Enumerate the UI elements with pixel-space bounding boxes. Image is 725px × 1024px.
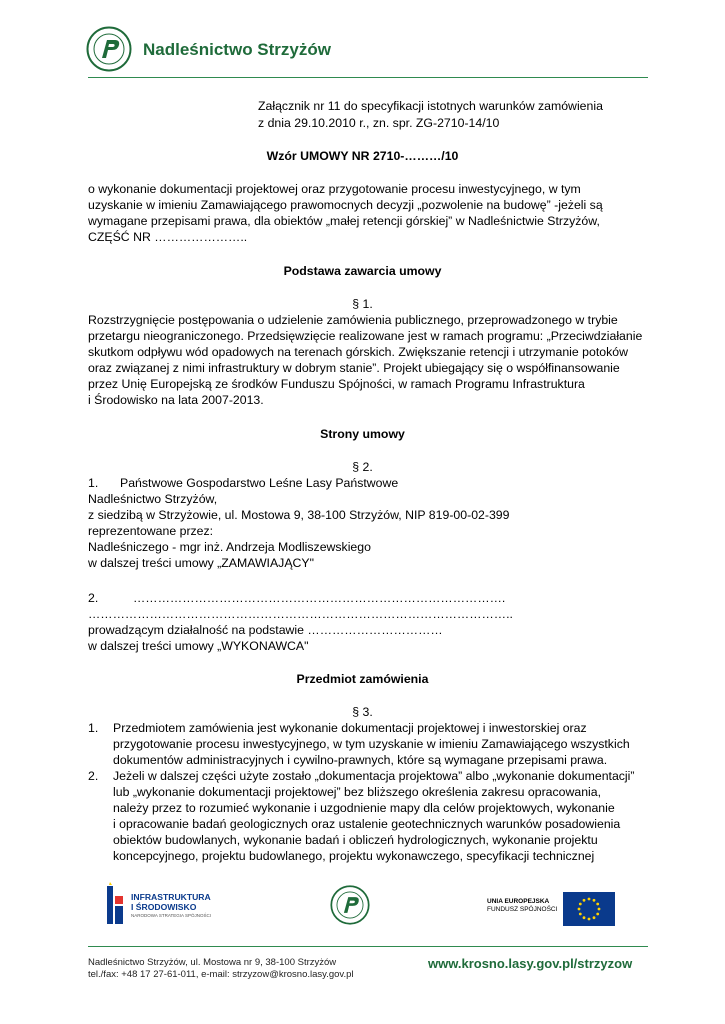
infrastruktura-logo: [105, 882, 225, 928]
party-2-name-placeholder: ……………………………………………………………………………….: [133, 591, 506, 605]
header-logo: [86, 26, 132, 72]
infra-label-line1: INFRASTRUKTURA: [131, 892, 211, 902]
party-1-line: reprezentowane przez:: [88, 524, 214, 538]
party-2-line: …………………………………………………………………………………………..: [88, 607, 513, 621]
lasy-panstwowe-small-logo-icon: [330, 885, 370, 925]
paragraph-mark-2: § 2.: [352, 460, 373, 474]
intro-line: uzyskanie w imieniu Zamawiającego prawomocnych decyzji „pozwolenie na budowę” -jeżeli są: [88, 198, 603, 212]
subject-item-1-line: dokumentów administracyjnych i cywilno-prawnych, które są wymagane przepisami prawa.: [113, 753, 608, 767]
subject-item-2-line: lub „wykonanie dokumentacji projektowej” bez bliższego określenia zakresu opracowania,: [113, 785, 602, 799]
party-1-number: 1.: [88, 476, 99, 490]
footer-contact: tel./fax: +48 17 27-61-011, e-mail: strzyzow@krosno.lasy.gov.pl: [88, 969, 354, 980]
paragraph-mark-3: § 3.: [352, 705, 373, 719]
basis-line: i Środowisko na lata 2007-2013.: [88, 393, 264, 407]
attachment-line-1: Załącznik nr 11 do specyfikacji istotnych warunków zamówienia: [258, 99, 603, 113]
party-1-line: z siedzibą w Strzyżowie, ul. Mostowa 9, 38-100 Strzyżów, NIP 819-00-02-399: [88, 508, 510, 522]
subject-item-2-number: 2.: [88, 769, 99, 783]
footer-divider: [88, 946, 648, 947]
party-1-name: Państwowe Gospodarstwo Leśne Lasy Państwowe: [120, 476, 399, 490]
infra-label-line3: NARODOWA STRATEGIA SPÓJNOŚCI: [131, 913, 212, 918]
party-1-line: w dalszej treści umowy „ZAMAWIAJĄCY": [88, 556, 314, 570]
subject-item-2-line: należy przez to rozumieć wykonanie i uzgodnienie mapy dla celów projektowych, wykonanie: [113, 801, 615, 815]
basis-line: skutkom odpływu wód opadowych na terenach górskich. Zwiększanie retencji i utrzymanie potoków: [88, 345, 628, 359]
eu-label-line1: UNIA EUROPEJSKA: [487, 898, 550, 905]
subject-item-2-line: obiektów budowlanych, wykonanie badań i obliczeń hydrologicznych, wykonanie projektu: [113, 833, 598, 847]
party-2-line: prowadzącym działalność na podstawie ……………………………: [88, 623, 443, 637]
subject-item-1-line: Przedmiotem zamówienia jest wykonanie dokumentacji projektowej i inwestorskiej oraz: [113, 721, 587, 735]
footer-website-link[interactable]: www.krosno.lasy.gov.pl/strzyzow: [428, 956, 633, 971]
header-title: Nadleśnictwo Strzyżów: [143, 40, 331, 59]
section-heading-parties: Strony umowy: [320, 427, 405, 441]
attachment-line-2: z dnia 29.10.2010 r., zn. spr. ZG-2710-14/10: [258, 116, 500, 130]
header-divider: [88, 77, 648, 78]
party-1-line: Nadleśnictwo Strzyżów,: [88, 492, 218, 506]
infra-label-line2: I ŚRODOWISKO: [131, 902, 197, 912]
subject-item-2-line: i opracowanie badań geologicznych oraz ustalenie geotechnicznych warunków posadowienia: [113, 817, 621, 831]
intro-line: CZĘŚĆ NR …………………..: [88, 230, 248, 244]
intro-line: wymagane przepisami prawa, dla obiektów „małej retencji górskiej” w Nadleśnictwie Strzyżów,: [88, 214, 600, 228]
subject-item-1-number: 1.: [88, 721, 99, 735]
basis-line: oraz związanej z nimi infrastruktury w dobrym stanie”. Projekt ubiegający się o współfinansowanie: [88, 361, 620, 375]
party-1-line: Nadleśniczego - mgr inż. Andrzeja Modliszewskiego: [88, 540, 371, 554]
basis-line: Rozstrzygnięcie postępowania o udzielenie zamówienia publicznego, przeprowadzonego w trybie: [88, 313, 618, 327]
footer-address: Nadleśnictwo Strzyżów, ul. Mostowa nr 9, 38-100 Strzyżów: [88, 957, 337, 968]
subject-item-1-line: przygotowanie procesu inwestycyjnego, w tym uzyskanie w imieniu Zamawiającego wszystkich: [113, 737, 630, 751]
intro-line: o wykonanie dokumentacji projektowej oraz przygotowanie procesu inwestycyjnego, w tym: [88, 182, 581, 196]
party-2-line: w dalszej treści umowy „WYKONAWCA": [88, 639, 309, 653]
paragraph-mark-1: § 1.: [352, 297, 373, 311]
basis-line: przetargu nieograniczonego. Przedsięwzięcie realizowane jest w ramach programu: „Przeciwdziałanie: [88, 329, 643, 343]
document-title: Wzór UMOWY NR 2710-………/10: [266, 149, 459, 163]
party-2-number: 2.: [88, 591, 99, 605]
eu-flag-icon: [563, 892, 615, 926]
subject-item-2-line: Jeżeli w dalszej części użyte zostało „dokumentacja projektowa” albo „wykonanie dokumentacji”: [113, 769, 635, 783]
footer-lasy-logo: [330, 885, 370, 925]
section-heading-subject: Przedmiot zamówienia: [296, 672, 429, 686]
subject-item-2-line: koncepcyjnego, projektu budowlanego, projektu wykonawczego, specyfikacji technicznej: [113, 849, 595, 863]
eu-flag: [563, 892, 615, 926]
eu-label-line2: FUNDUSZ SPÓJNOŚCI: [487, 906, 558, 913]
basis-line: przez Unię Europejską ze środków Funduszu Spójności, w ramach Programu Infrastruktura: [88, 377, 585, 391]
section-heading-basis: Podstawa zawarcia umowy: [283, 264, 442, 278]
lasy-panstwowe-logo-icon: [86, 26, 132, 72]
infrastruktura-emblem-icon: [105, 882, 127, 928]
